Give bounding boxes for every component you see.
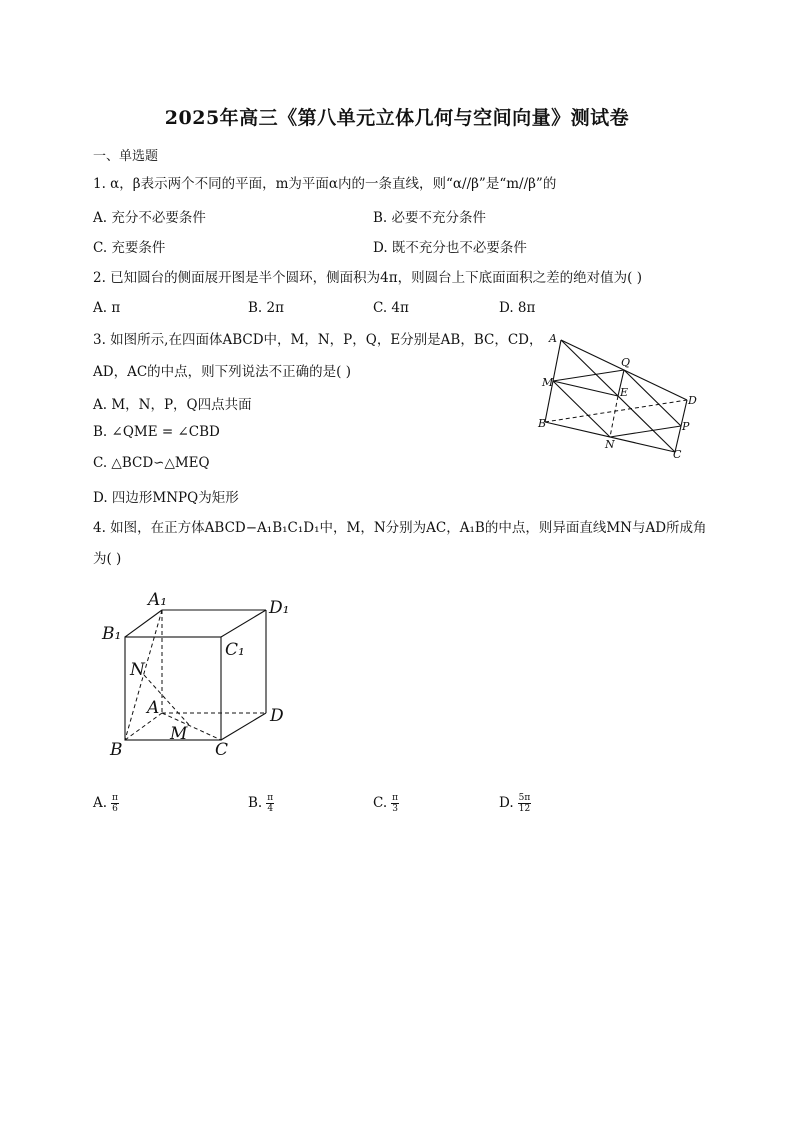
figure-label-b: B (538, 417, 547, 430)
question-1-option-d: D. 既不充分也不必要条件 (373, 240, 527, 256)
fraction (266, 793, 274, 814)
fraction-denominator: 3 (392, 804, 398, 814)
cube-label-n: N (130, 660, 145, 680)
section-heading: 一、单选题 (93, 149, 159, 164)
fraction-numerator: π (112, 793, 118, 803)
question-3-stem-line1: 3. 如图所示,在四面体ABCD中，M，N，P，Q，E分别是AB，BC，CD， (93, 332, 543, 348)
cube-label-d: D (270, 706, 284, 726)
page-title: 2025年高三《第八单元立体几何与空间向量》测试卷 (164, 107, 630, 129)
question-3-option-d: D. 四边形MNPQ为矩形 (93, 490, 239, 506)
question-4-option-b (248, 793, 274, 814)
figure-label-q: Q (621, 356, 631, 369)
question-3-option-b: B. ∠QME = ∠CBD (93, 424, 220, 440)
fraction-numerator: π (392, 793, 399, 803)
question-4-option-c (373, 793, 399, 814)
question-1-option-c: C. 充要条件 (93, 240, 166, 256)
figure-label-c: C (673, 448, 682, 460)
fraction (518, 793, 532, 814)
tetrahedron-figure (535, 330, 700, 460)
cube-label-m: M (170, 724, 188, 744)
figure-label-m: M (542, 376, 554, 389)
question-3-option-a: A. M，N，P，Q四点共面 (93, 397, 252, 413)
cube-label-c: C (215, 740, 229, 760)
question-4-stem-line2: 为( ) (93, 551, 122, 567)
cube-label-d1: D₁ (269, 598, 290, 618)
cube-figure (95, 585, 310, 765)
question-3-option-c: C. △BCD∽△MEQ (93, 455, 210, 471)
question-2-option-d: D. 8π (499, 300, 536, 316)
figure-label-a: A (549, 332, 557, 345)
question-2-option-a: A. π (93, 300, 121, 316)
question-3-stem-line2: AD，AC的中点，则下列说法不正确的是( ) (93, 364, 351, 380)
option-letter: D. (499, 795, 514, 811)
cube-label-c1: C₁ (225, 640, 245, 660)
question-2-option-c: C. 4π (373, 300, 409, 316)
fraction-numerator: 5π (518, 793, 531, 803)
option-letter: C. (373, 795, 388, 811)
fraction-numerator: π (267, 793, 274, 803)
fraction-denominator: 4 (267, 804, 274, 814)
figure-label-n: N (605, 438, 615, 451)
fraction-denominator: 12 (518, 804, 531, 814)
fraction (391, 793, 399, 814)
cube-label-a1: A₁ (148, 590, 168, 610)
question-4-option-a (93, 793, 119, 814)
figure-label-e: E (620, 386, 629, 399)
figure-label-d: D (688, 394, 697, 407)
question-1-stem: 1. α，β表示两个不同的平面，m为平面α内的一条直线，则“α//β”是“m//β”的 (93, 176, 557, 192)
cube-label-a: A (147, 698, 160, 718)
question-1-option-a: A. 充分不必要条件 (93, 210, 206, 226)
question-4-stem-line1: 4. 如图，在正方体ABCD−A₁B₁C₁D₁中，M，N分别为AC，A₁B的中点，则异面直线MN与AD所成角 (93, 520, 707, 536)
option-letter: A. (93, 795, 108, 811)
fraction (111, 793, 119, 814)
cube-label-b1: B₁ (102, 624, 122, 644)
question-1-option-b: B. 必要不充分条件 (373, 210, 487, 226)
fraction-denominator: 6 (112, 804, 118, 814)
question-2-option-b: B. 2π (248, 300, 284, 316)
question-2-stem: 2. 已知圆台的侧面展开图是半个圆环，侧面积为4π，则圆台上下底面面积之差的绝对值为( ) (93, 270, 642, 286)
question-4-option-d (499, 793, 531, 814)
cube-label-b: B (110, 740, 123, 760)
figure-label-p: P (682, 420, 690, 433)
option-letter: B. (248, 795, 263, 811)
